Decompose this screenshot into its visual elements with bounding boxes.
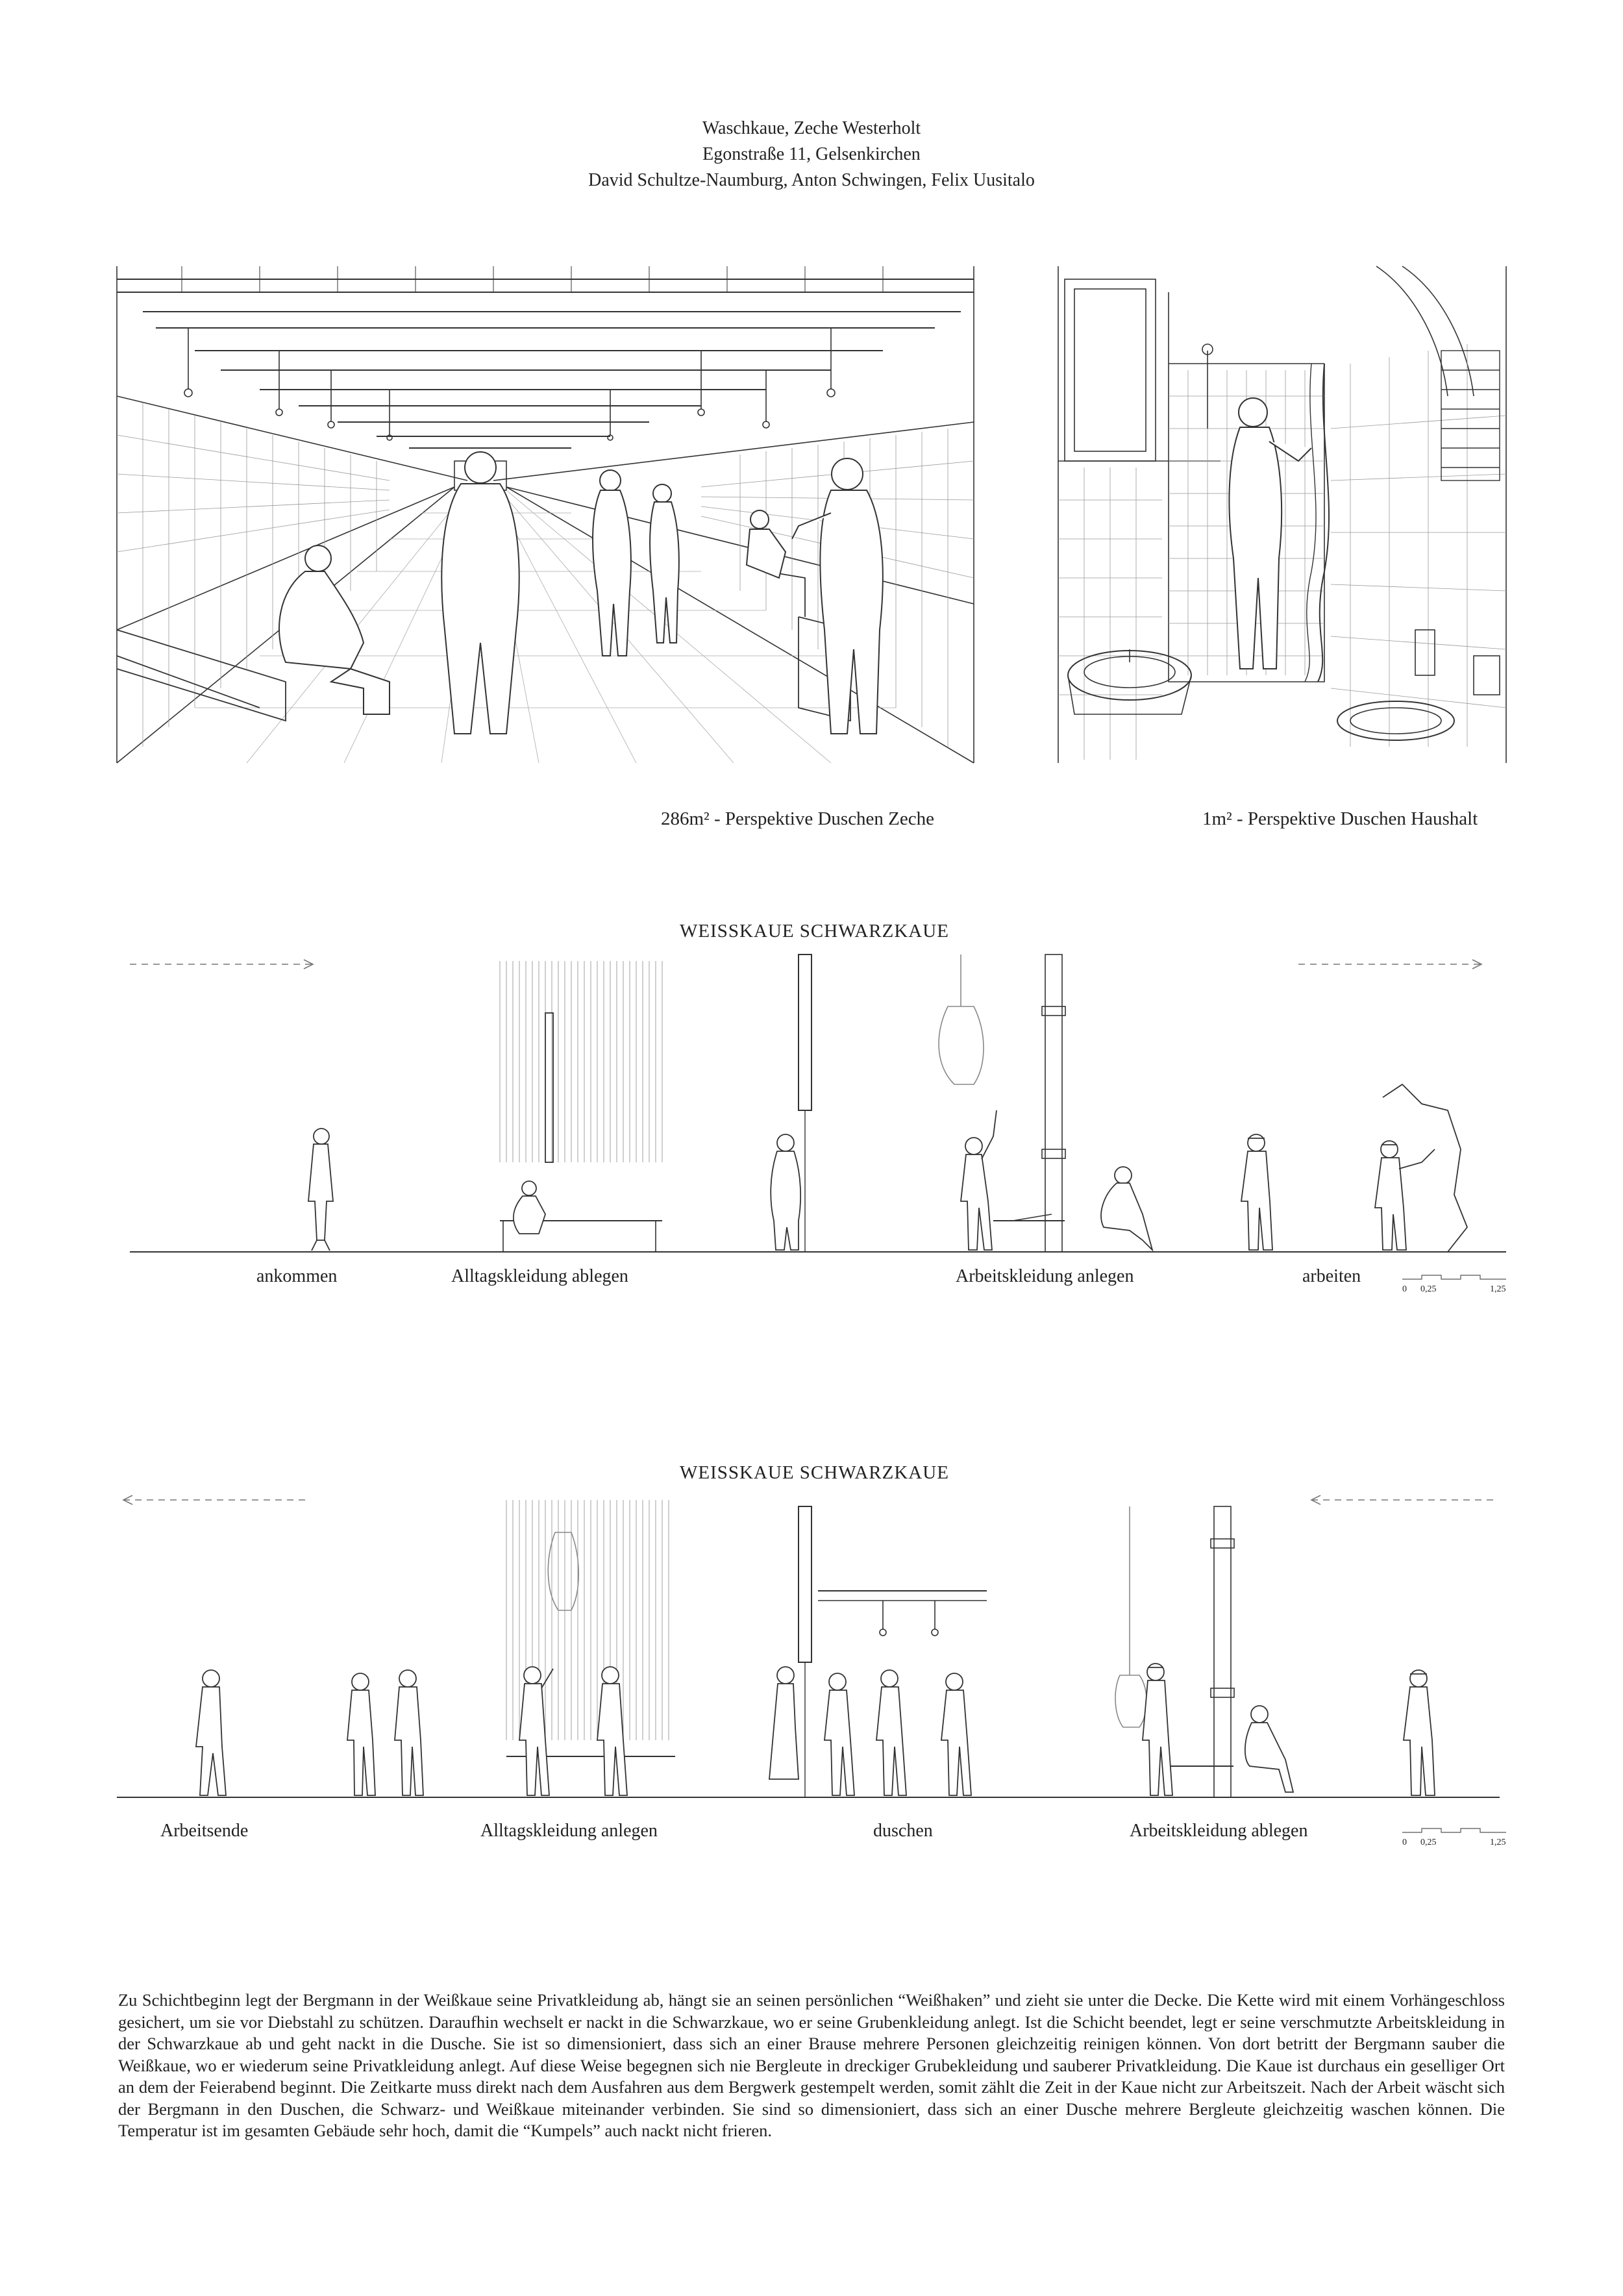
label-arbeitskleidung-ablegen: Arbeitskleidung ablegen — [1130, 1821, 1308, 1841]
label-arbeitskleidung-anlegen: Arbeitskleidung anlegen — [956, 1266, 1134, 1286]
scale-label-0: 0 — [1402, 1284, 1407, 1294]
document-authors: David Schultze-Naumburg, Anton Schwingen, Felix Uusitalo — [588, 170, 1035, 190]
scale-bar-1 — [1402, 1273, 1513, 1286]
label-alltagskleidung-anlegen: Alltagskleidung anlegen — [480, 1821, 658, 1841]
scale-label-025: 0,25 — [1420, 1284, 1437, 1294]
perspective-drawing-mine-showers — [117, 266, 974, 766]
scale-label-125: 1,25 — [1490, 1284, 1506, 1294]
scale-label-0: 0 — [1402, 1838, 1407, 1847]
document-address: Egonstraße 11, Gelsenkirchen — [702, 144, 921, 164]
scale-label-125: 1,25 — [1490, 1838, 1506, 1847]
label-alltagskleidung-ablegen: Alltagskleidung ablegen — [451, 1266, 628, 1286]
description-text: Zu Schichtbeginn legt der Bergmann in der Weißkaue seine Privatkleidung ab, hängt sie an seinen persönlichen “Weißhaken” und zieht sie unter die Decke. Die Kette wird mit einem Vorhängeschloss gesichert, um sie vor Diebstahl zu schützen. Daraufhin wechselt er nackt in die Schwarzkaue, wo er seine Grubenkleidung anlegt. Ist die Schicht beendet, legt er seine verschmutzte Arbeitskleidung in der Schwarzkaue ab und geht nackt in die Dusche. Sie ist so dimensioniert, dass sich an einer Brause mehrere Personen gleichzeitig reinigen können. Von dort betritt der Bergmann sauber die Weißkaue, wo er wiederum seine Privatkleidung anlegt. Auf diese Weise begegnen sich nie Bergleute in dreckiger Grubekleidung und sauberer Privatkleidung. Die Kaue ist durchaus ein geselliger Ort an dem der Feierabend beginnt. Die Zeitkarte muss direkt nach dem Ausfahren aus dem Bergwerk gestempelt werden, somit zählt die Zeit in der Kaue nicht zur Arbeitszeit. Nach der Arbeit wäscht sich der Bergmann in den Duschen, die Schwarz- und Weißkaue miteinander verbinden. Sie sind so dimensioniert, dass sich an einer Dusche mehrere Bergleute gleichzeitig waschen können. Die Temperatur ist im gesamten Gebäude sehr hoch, damit die “Kumpels” auch nackt nicht frieren. — [118, 1990, 1505, 2140]
label-duschen: duschen — [873, 1821, 933, 1841]
document-header — [0, 116, 1623, 193]
caption-perspective-mine: 286m² - Perspektive Duschen Zeche — [661, 808, 935, 829]
description-paragraph — [118, 1990, 1505, 2142]
scale-bar-2 — [1402, 1826, 1513, 1839]
label-arbeitsende: Arbeitsende — [160, 1821, 249, 1841]
document-title: Waschkaue, Zeche Westerholt — [702, 118, 921, 138]
caption-perspective-household: 1m² - Perspektive Duschen Haushalt — [1202, 808, 1478, 829]
scale-label-025: 0,25 — [1420, 1838, 1437, 1847]
label-ankommen: ankommen — [256, 1266, 338, 1286]
section-2-drawing — [117, 1493, 1513, 1805]
section-2-title: WEISSKAUE SCHWARZKAUE — [680, 1462, 949, 1483]
section-1-drawing — [130, 955, 1513, 1266]
perspective-drawing-household-shower — [1052, 266, 1519, 766]
label-arbeiten: arbeiten — [1302, 1266, 1361, 1286]
section-1-title: WEISSKAUE SCHWARZKAUE — [680, 921, 949, 942]
